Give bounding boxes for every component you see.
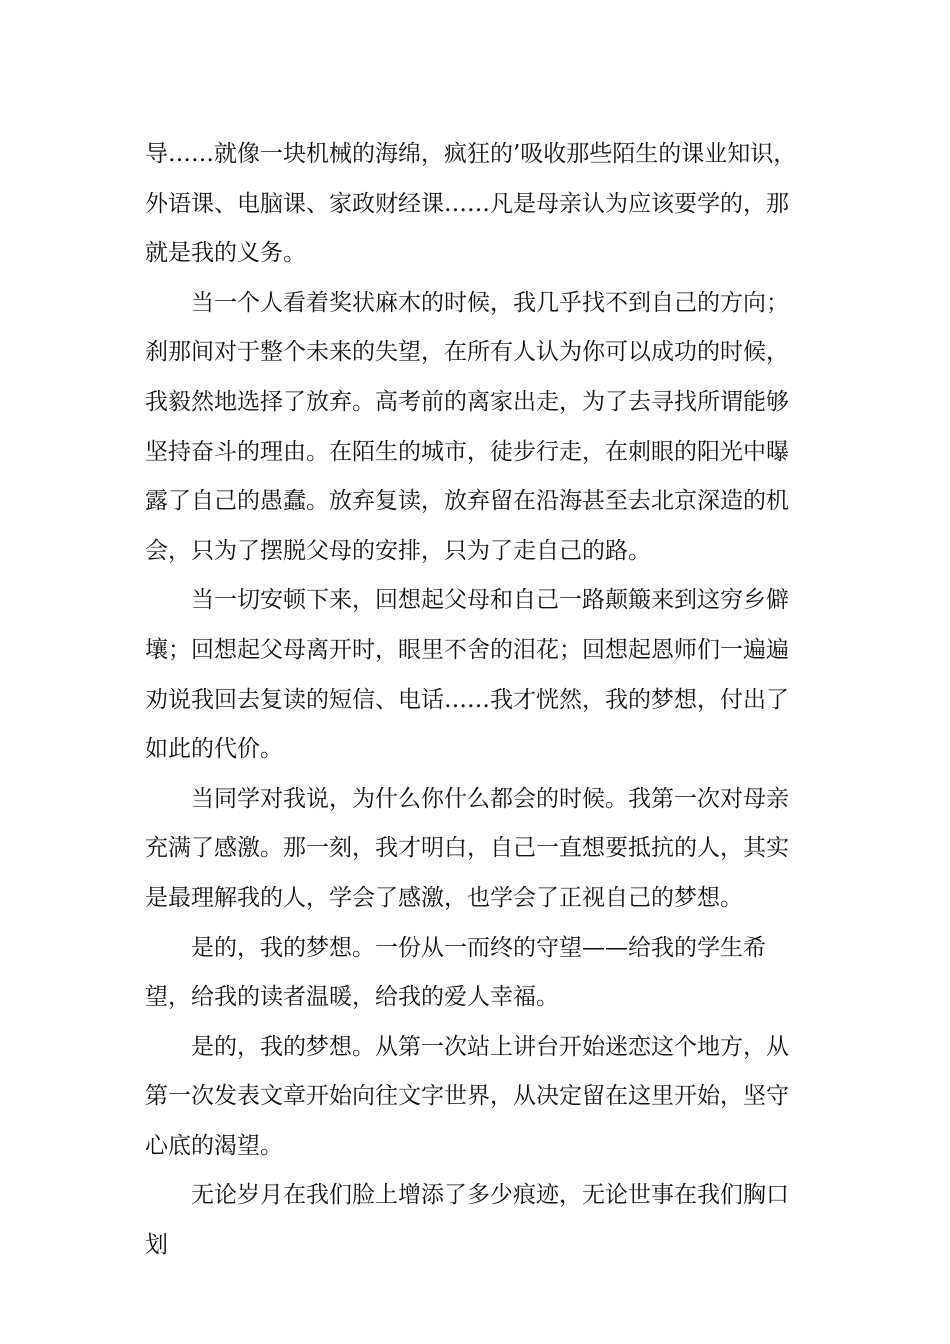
paragraph-4: 当同学对我说，为什么你什么都会的时候。我第一次对母亲充满了感激。那一刻，我才明白，自己一直想要抵抗的人，其实是最理解我的人，学会了感激，也学会了正视自己的梦想。	[145, 785, 789, 911]
paragraph-2: 当一个人看着奖状麻木的时候，我几乎找不到自己的方向；刹那间对于整个未来的失望，在所有人认为你可以成功的时候，我毅然地选择了放弃。高考前的离家出走，为了去寻找所谓能够坚持奋斗的理由。在陌生的城市，徒步行走，在刺眼的阳光中曝露了自己的愚蠢。放弃复读，放弃留在沿海甚至去北京深造的机会，只为了摆脱父母的安排，只为了走自己的路。	[145, 289, 789, 564]
paragraph-7: 无论岁月在我们脸上增添了多少痕迹，无论世事在我们胸口划	[145, 1182, 789, 1259]
paragraph-6: 是的，我的梦想。从第一次站上讲台开始迷恋这个地方，从第一次发表文章开始向往文字世界，从决定留在这里开始，坚守心底的渴望。	[145, 1033, 789, 1159]
paragraph-3: 当一切安顿下来，回想起父母和自己一路颠簸来到这穷乡僻壤；回想起父母离开时，眼里不舍的泪花；回想起恩师们一遍遍劝说我回去复读的短信、电话……我才恍然，我的梦想，付出了如此的代价。	[145, 587, 789, 763]
paragraph-5: 是的，我的梦想。一份从一而终的守望——给我的学生希望，给我的读者温暖，给我的爱人幸福。	[145, 934, 766, 1011]
document-body	[145, 130, 810, 1271]
paragraph-1: 导……就像一块机械的海绵，疯狂的’吸收那些陌生的课业知识，外语课、电脑课、家政财经课……凡是母亲认为应该要学的，那就是我的义务。	[145, 141, 797, 267]
